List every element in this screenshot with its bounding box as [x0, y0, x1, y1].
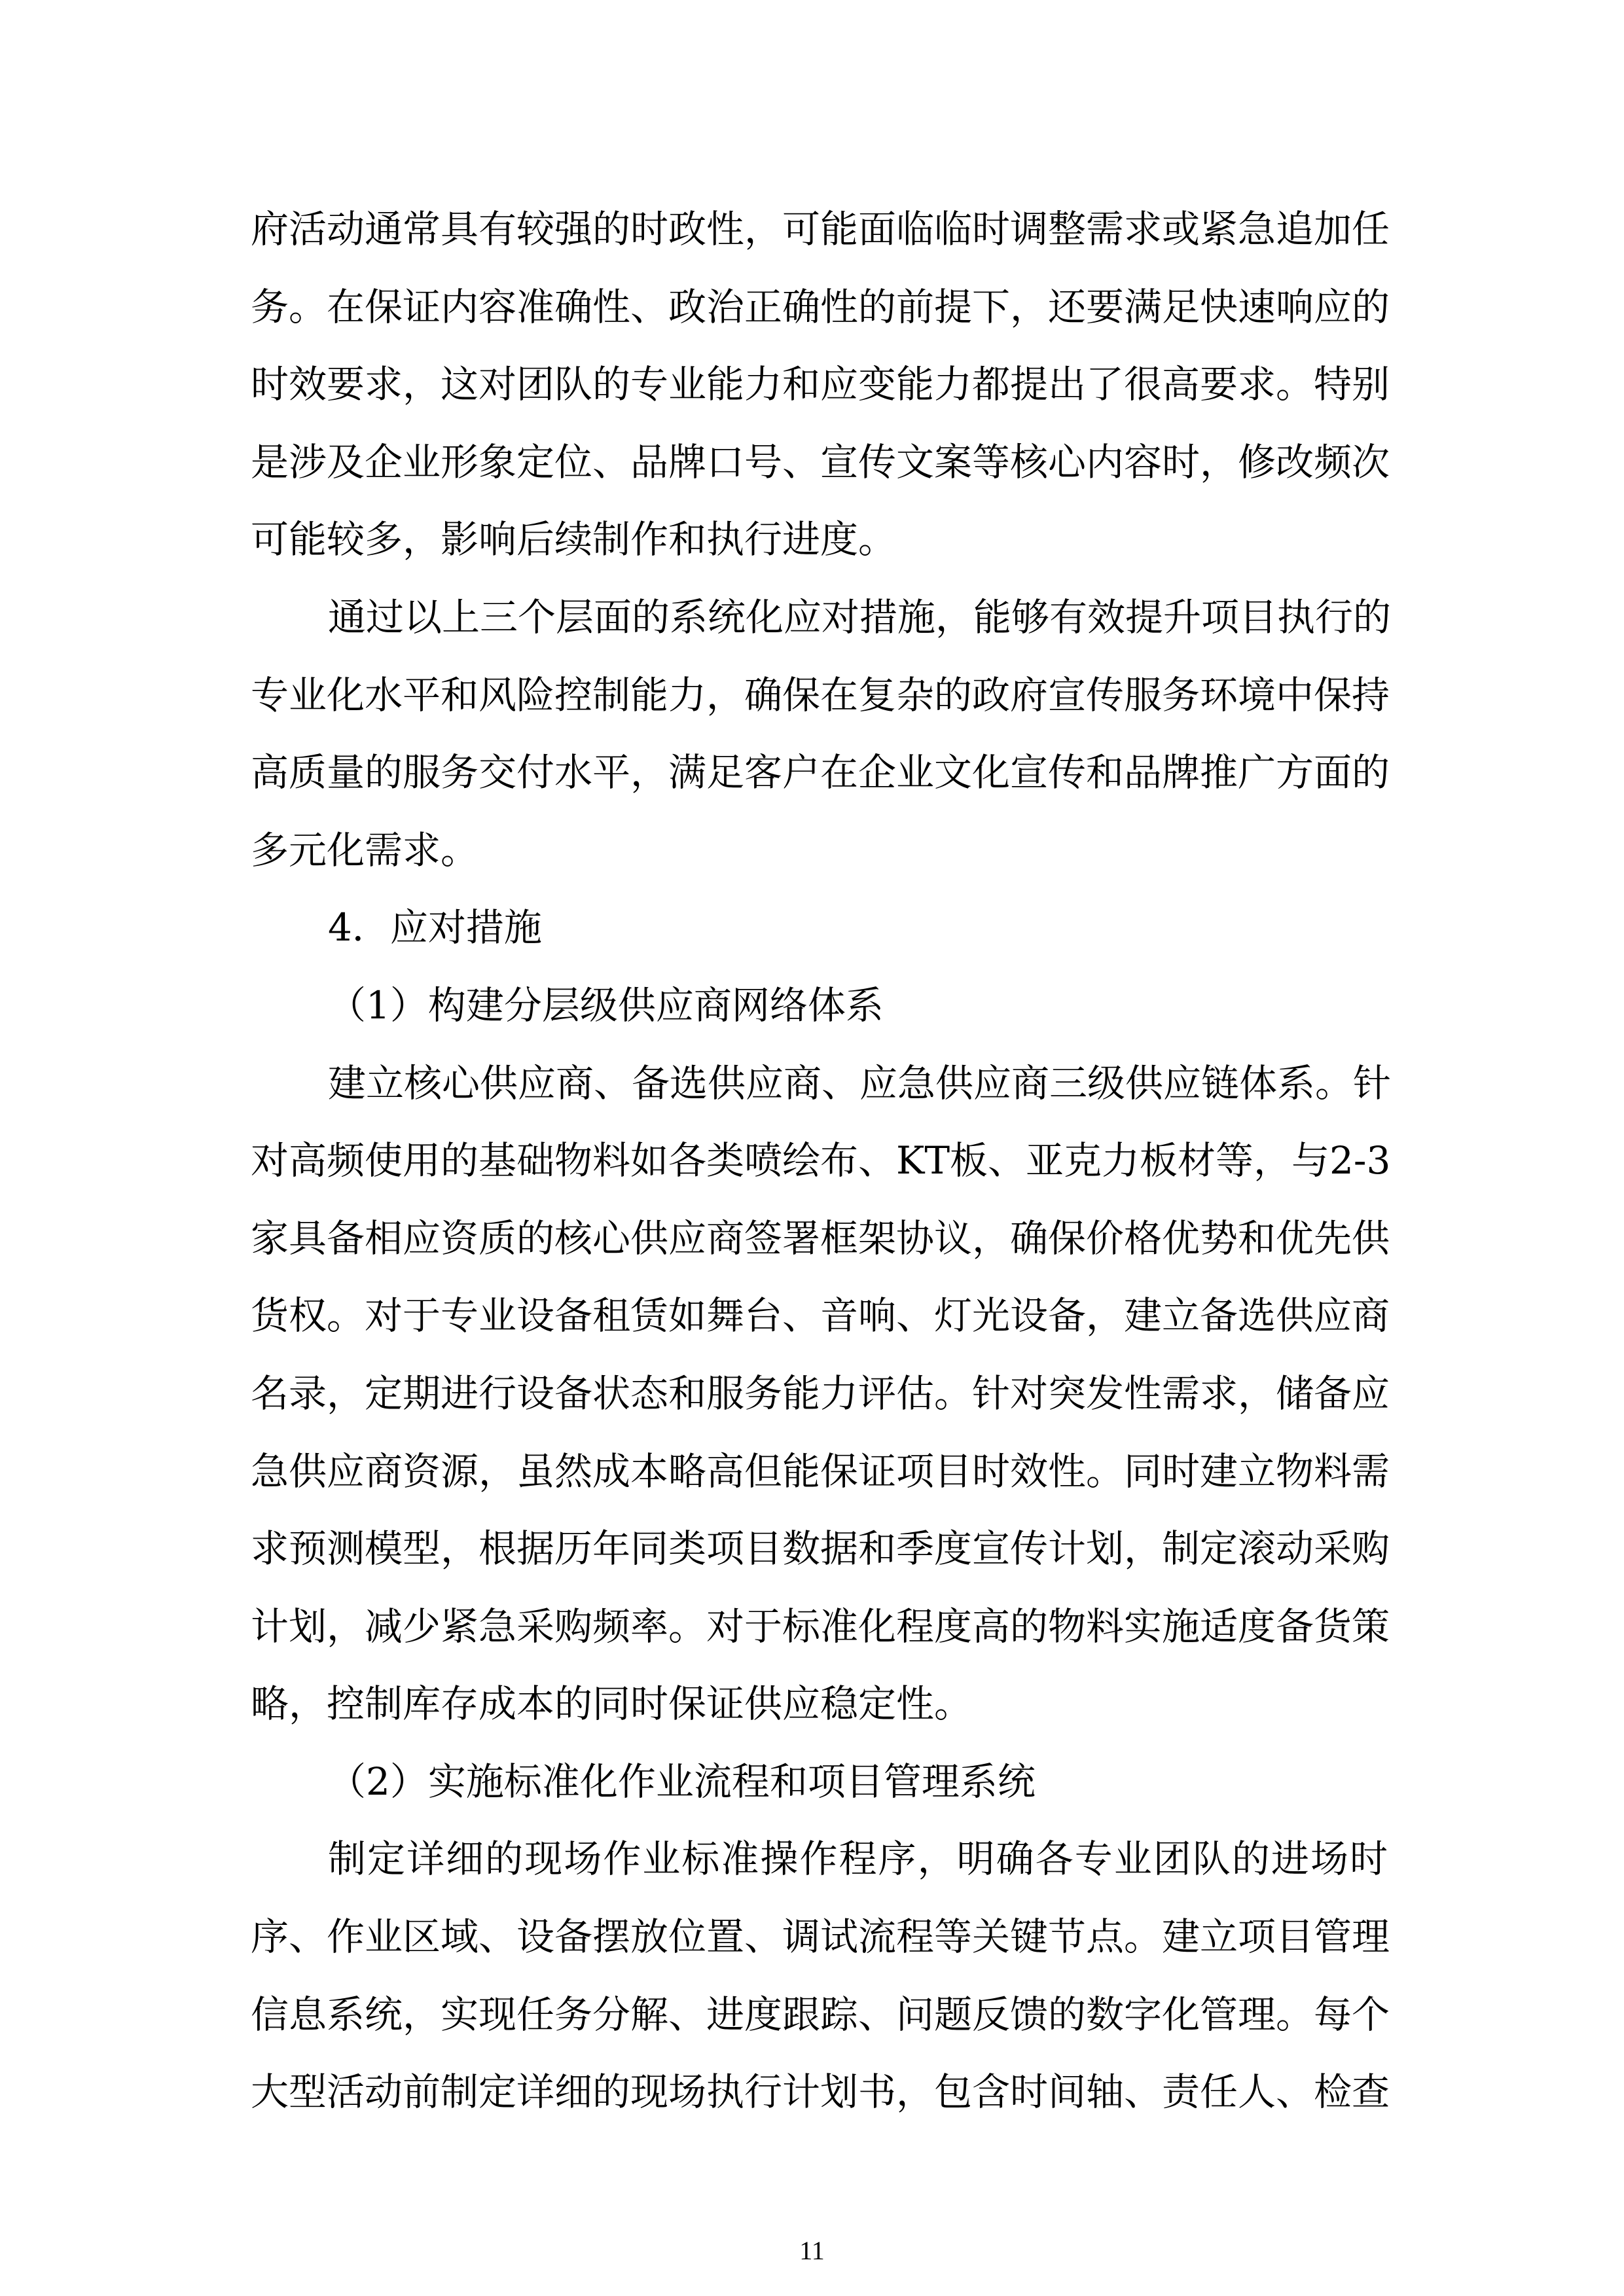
- text-line: 通过以上三个层面的系统化应对措施，能够有效提升项目执行的: [328, 594, 1392, 639]
- text-line: 名录，定期进行设备状态和服务能力评估。针对突发性需求，储备应: [251, 1371, 1390, 1416]
- text-line: 对高频使用的基础物料如各类喷绘布、KT板、亚克力板材等，与2-3: [251, 1138, 1391, 1183]
- text-line: 制定详细的现场作业标准操作程序，明确各专业团队的进场时: [328, 1837, 1388, 1882]
- text-line: 略，控制库存成本的同时保证供应稳定性。: [251, 1681, 973, 1727]
- text-line: 多元化需求。: [251, 827, 479, 872]
- text-line: （1）构建分层级供应商网络体系: [328, 982, 884, 1028]
- text-line: 务。在保证内容准确性、政治正确性的前提下，还要满足快速响应的: [251, 284, 1390, 329]
- text-line: 大型活动前制定详细的现场执行计划书，包含时间轴、责任人、检查: [251, 2070, 1390, 2115]
- text-line: 急供应商资源，虽然成本略高但能保证项目时效性。同时建立物料需: [251, 1448, 1390, 1494]
- text-line: 求预测模型，根据历年同类项目数据和季度宣传计划，制定滚动采购: [251, 1526, 1390, 1571]
- text-line: 家具备相应资质的核心供应商签署框架协议，确保价格优势和优先供: [251, 1215, 1390, 1261]
- text-line: 建立核心供应商、备选供应商、应急供应商三级供应链体系。针: [328, 1060, 1392, 1105]
- text-line: （2）实施标准化作业流程和项目管理系统: [328, 1759, 1036, 1804]
- text-line: 专业化水平和风险控制能力，确保在复杂的政府宣传服务环境中保持: [251, 672, 1390, 717]
- text-line: 计划，减少紧急采购频率。对于标准化程度高的物料实施适度备货策: [251, 1604, 1390, 1649]
- page-number: 11: [799, 2236, 825, 2265]
- text-line: 时效要求，这对团队的专业能力和应变能力都提出了很高要求。特别: [251, 362, 1390, 407]
- text-line: 4．应对措施: [328, 905, 542, 950]
- text-line: 货权。对于专业设备租赁如舞台、音响、灯光设备，建立备选供应商: [251, 1293, 1390, 1338]
- text-line: 信息系统，实现任务分解、进度跟踪、问题反馈的数字化管理。每个: [251, 1992, 1390, 2037]
- text-line: 是涉及企业形象定位、品牌口号、宣传文案等核心内容时，修改频次: [251, 439, 1390, 484]
- text-line: 府活动通常具有较强的时政性，可能面临临时调整需求或紧急追加任: [251, 207, 1390, 251]
- text-line: 可能较多，影响后续制作和执行进度。: [251, 517, 897, 562]
- document-body: [251, 190, 1392, 2131]
- text-line: 序、作业区域、设备摆放位置、调试流程等关键节点。建立项目管理: [251, 1914, 1390, 1960]
- text-line: 高质量的服务交付水平，满足客户在企业文化宣传和品牌推广方面的: [251, 750, 1390, 795]
